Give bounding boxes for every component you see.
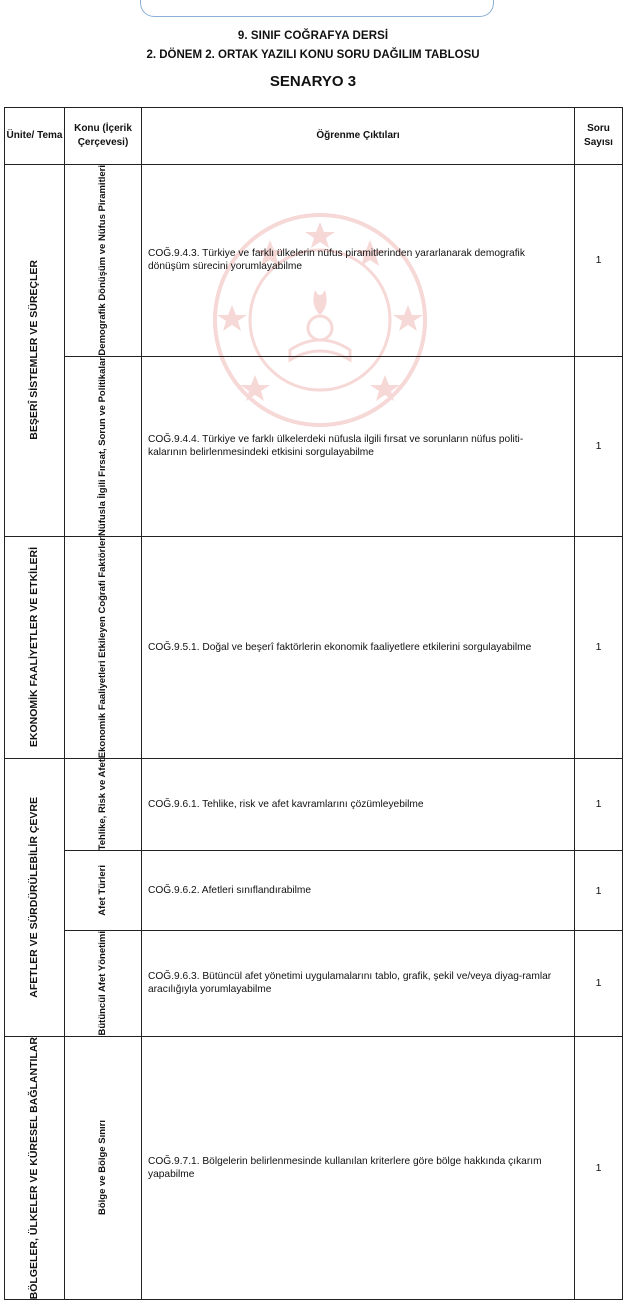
table-row xyxy=(5,758,623,850)
document-title: 9. SINIF COĞRAFYA DERSİ xyxy=(237,30,389,42)
count-cell: 1 xyxy=(575,356,623,536)
outcome-cell: COĞ.9.6.3. Bütüncül afet yönetimi uygulamalarını tablo, grafik, şekil ve/veya diyag-ramlar aracılığıyla yorumlayabilme xyxy=(142,931,575,1037)
outcome-cell: COĞ.9.4.4. Türkiye ve farklı ülkelerdeki nüfusla ilgili fırsat ve sorunların nüfus politi-kalarının belirlenmesindeki etkisini sorgulayabilme xyxy=(142,356,575,536)
count-cell: 1 xyxy=(575,1036,623,1299)
scenario-title: SENARYO 3 xyxy=(269,73,357,90)
count-cell: 1 xyxy=(575,851,623,931)
topic-cell xyxy=(65,931,142,1037)
document-subtitle: 2. DÖNEM 2. ORTAK YAZILI KONU SORU DAĞILIM TABLOSU xyxy=(146,49,480,61)
header-outcomes: Öğrenme Çıktıları xyxy=(142,108,575,165)
topic-cell xyxy=(65,356,142,536)
unit-cell xyxy=(5,165,65,537)
table-row xyxy=(5,356,623,536)
distribution-table xyxy=(4,107,623,1300)
topic-label: Bütüncül Afet Yönetimi xyxy=(96,931,108,1036)
count-cell: 1 xyxy=(575,931,623,1037)
unit-label: BEŞERÎ SİSTEMLER VE SÜREÇLER xyxy=(28,260,40,441)
topic-label: Demografik Dönüşüm ve Nüfus Piramitleri xyxy=(96,165,108,356)
outcome-cell: COĞ.9.6.1. Tehlike, risk ve afet kavramlarını çözümleyebilme xyxy=(142,758,575,850)
unit-label: BÖLGELER, ÜLKELER VE KÜRESEL BAĞLANTILAR xyxy=(28,1036,40,1299)
outcome-cell: COĞ.9.7.1. Bölgelerin belirlenmesinde kullanılan kriterlere göre bölge hakkında çıkarım yapabilme xyxy=(142,1036,575,1299)
topic-label: Nüfusla İlgili Fırsat, Sorun ve Politikalar xyxy=(96,356,108,536)
count-cell: 1 xyxy=(575,165,623,357)
outcome-cell: COĞ.9.5.1. Doğal ve beşerî faktörlerin ekonomik faaliyetlere etkilerini sorgulayabilme xyxy=(142,536,575,758)
count-cell: 1 xyxy=(575,536,623,758)
table-row xyxy=(5,1036,623,1299)
topic-cell xyxy=(65,536,142,758)
topic-label: Ekonomik Faaliyetleri Etkileyen Coğrafi Faktörler xyxy=(96,536,108,758)
header-unit: Ünite/ Tema xyxy=(5,108,65,165)
topic-label: Tehlike, Risk ve Afet xyxy=(96,758,108,851)
top-tab-decoration xyxy=(140,0,494,17)
topic-cell xyxy=(65,851,142,931)
topic-cell xyxy=(65,1036,142,1299)
unit-cell xyxy=(5,1036,65,1299)
topic-cell xyxy=(65,758,142,850)
unit-cell xyxy=(5,758,65,1036)
table-row xyxy=(5,931,623,1037)
unit-label: EKONOMİK FAALİYETLER VE ETKİLERİ xyxy=(28,547,40,748)
header-count: Soru Sayısı xyxy=(575,108,623,165)
table-row xyxy=(5,165,623,357)
count-cell: 1 xyxy=(575,758,623,850)
topic-cell xyxy=(65,165,142,357)
unit-label: AFETLER VE SÜRDÜRÜLEBİLİR ÇEVRE xyxy=(28,796,40,998)
table-row xyxy=(5,536,623,758)
topic-label: Bölge ve Bölge Sınırı xyxy=(96,1120,108,1216)
unit-cell xyxy=(5,536,65,758)
table-header-row xyxy=(5,108,623,165)
outcome-cell: COĞ.9.4.3. Türkiye ve farklı ülkelerin nüfus piramitlerinden yararlanarak demografik dönüşüm sürecini yorumlayabilme xyxy=(142,165,575,357)
topic-label: Afet Türleri xyxy=(96,865,108,916)
header-topic: Konu (İçerik Çerçevesi) xyxy=(65,108,142,165)
outcome-cell: COĞ.9.6.2. Afetleri sınıflandırabilme xyxy=(142,851,575,931)
table-row xyxy=(5,851,623,931)
